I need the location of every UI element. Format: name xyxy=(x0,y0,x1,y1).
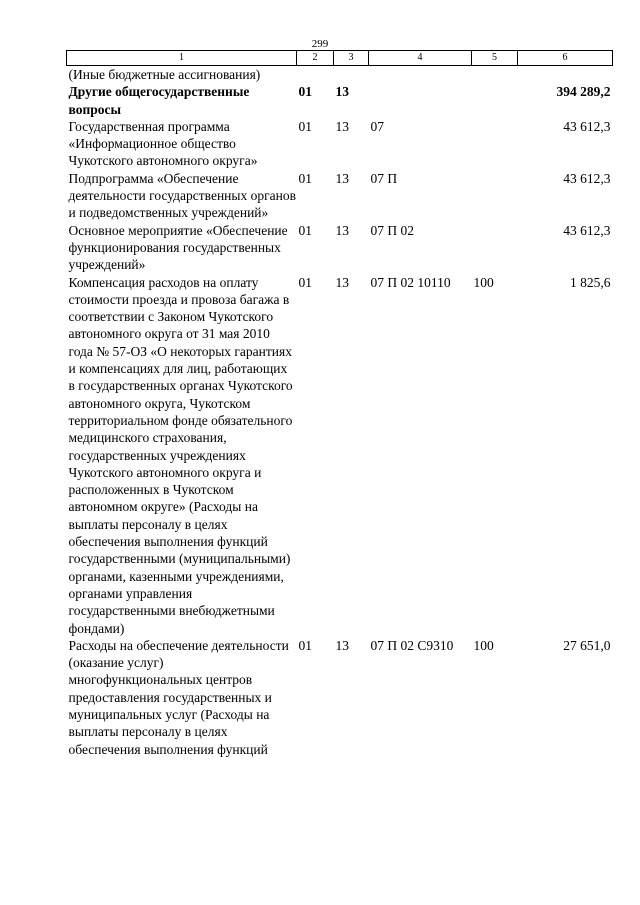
row-name: Основное мероприятие «Обеспечение функционирования государственных учреждений» xyxy=(68,222,288,273)
row-expense-type xyxy=(472,222,518,274)
row-expense-type: 100 xyxy=(473,637,494,653)
row-amount: 394 289,2 xyxy=(556,84,611,100)
row-subsection: 13 xyxy=(335,637,349,653)
row-name: Компенсация расходов на оплату стоимости проезда и провоза багажа в соответствии с Законом Чукотского автономного округа от 31 мая 2010 года № 57-ОЗ «О некоторых гарантиях и компенсациях для лиц, работающих в государственных органах Чукотского автономного округа, Чукотском территориальном фонде обязательного медицинского страхования, государственных учреждениях Чукотского автономного округа и расположенных в Чукотском автономном округе» (Расходы на выплаты персоналу в целях обеспечения выполнения функций государственными (муниципальными) органами, казенными учреждениями, органами управления государственными внебюджетными фондами) xyxy=(68,274,293,636)
row-amount: 1 825,6 xyxy=(570,274,611,290)
row-amount: 43 612,3 xyxy=(563,170,611,186)
row-section: 01 xyxy=(298,170,312,186)
row-subsection: 13 xyxy=(335,170,349,186)
table-row xyxy=(67,222,613,274)
header-row xyxy=(67,51,613,66)
page-number: 299 xyxy=(311,38,329,50)
row-name: Государственная программа «Информационное общество Чукотского автономного округа» xyxy=(68,118,258,169)
row-target-article: 07 П xyxy=(370,170,398,186)
row-section: 01 xyxy=(298,222,312,238)
row-subsection: 13 xyxy=(335,222,349,238)
row-amount: 43 612,3 xyxy=(563,118,611,134)
row-name: (Иные бюджетные ассигнования) xyxy=(68,67,261,82)
row-section xyxy=(297,66,334,84)
row-target-article: 07 xyxy=(370,118,384,134)
row-section: 01 xyxy=(298,118,312,134)
header-col-2: 2 xyxy=(297,51,334,66)
row-name: Расходы на обеспечение деятельности (оказание услуг) многофункциональных центров предоставления государственных и муниципальных услуг (Расходы на выплаты персоналу в целях обеспечения выполнения функций xyxy=(68,637,289,757)
row-expense-type xyxy=(472,118,518,170)
table-body xyxy=(67,66,613,758)
table-header xyxy=(67,51,613,66)
row-target-article xyxy=(369,66,472,84)
header-col-5: 5 xyxy=(472,51,518,66)
budget-table xyxy=(66,50,613,758)
row-section: 01 xyxy=(298,84,312,100)
row-expense-type xyxy=(472,66,518,84)
table-row xyxy=(67,274,613,637)
header-col-1: 1 xyxy=(67,51,297,66)
row-section: 01 xyxy=(298,274,312,290)
row-target-article xyxy=(369,83,472,118)
row-target-article: 07 П 02 xyxy=(370,222,414,238)
row-expense-type xyxy=(472,170,518,222)
header-col-6: 6 xyxy=(518,51,613,66)
row-subsection: 13 xyxy=(335,118,349,134)
table-row xyxy=(67,83,613,118)
row-name: Другие общегосударственные вопросы xyxy=(68,84,250,117)
row-amount: 43 612,3 xyxy=(563,222,611,238)
table-row xyxy=(67,170,613,222)
table-row xyxy=(67,118,613,170)
row-subsection: 13 xyxy=(335,274,349,290)
header-col-3: 3 xyxy=(334,51,369,66)
row-amount: 27 651,0 xyxy=(563,637,611,653)
table-row xyxy=(67,637,613,758)
row-expense-type: 100 xyxy=(473,274,494,290)
row-expense-type xyxy=(472,83,518,118)
row-section: 01 xyxy=(298,637,312,653)
row-subsection: 13 xyxy=(335,84,349,100)
row-target-article: 07 П 02 10110 xyxy=(370,274,451,290)
row-subsection xyxy=(334,66,369,84)
row-target-article: 07 П 02 С9310 xyxy=(370,637,454,653)
row-amount xyxy=(518,66,613,84)
header-col-4: 4 xyxy=(369,51,472,66)
row-name: Подпрограмма «Обеспечение деятельности государственных органов и подведомственных учреждений» xyxy=(68,170,296,221)
table-row xyxy=(67,66,613,84)
